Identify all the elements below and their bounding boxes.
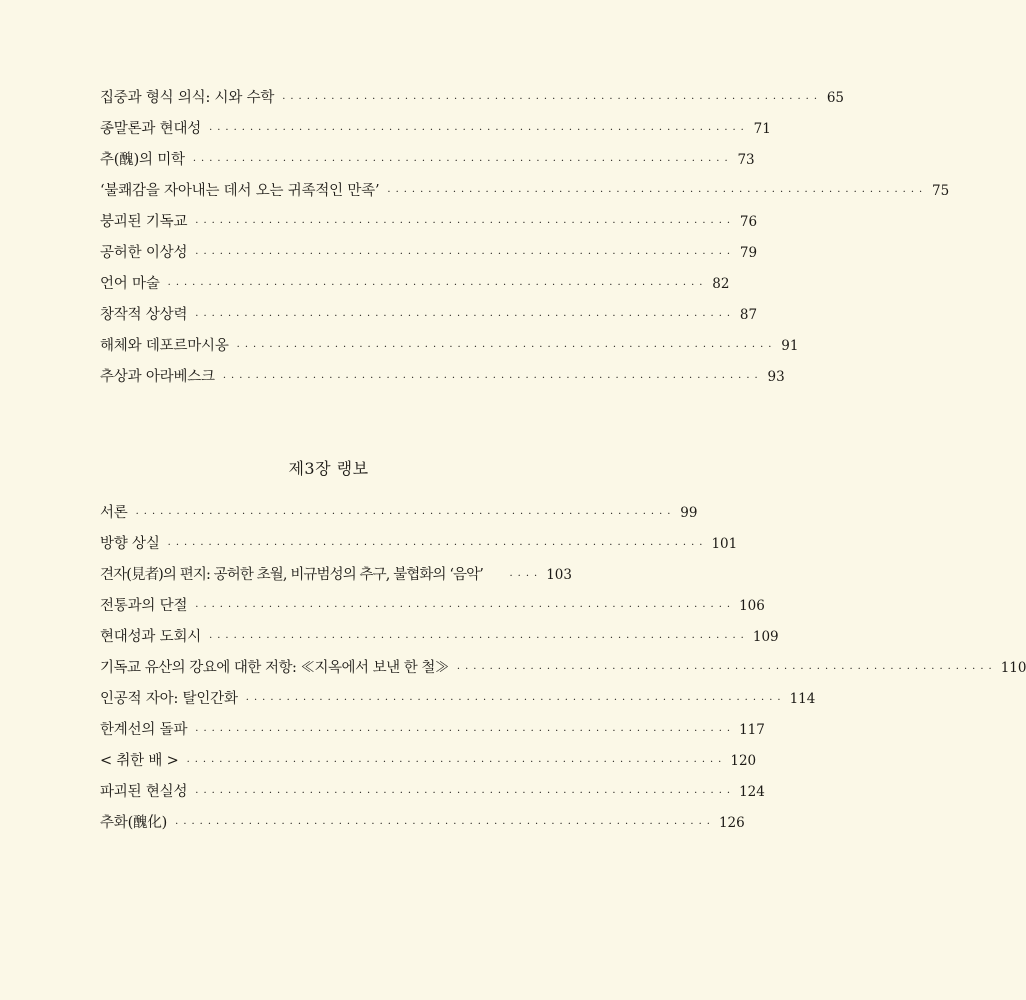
toc-entry-title: 종말론과 현대성: [100, 121, 202, 137]
toc-entry-page: 114: [789, 691, 816, 707]
toc-entry-title: 현대성과 도회시: [100, 629, 202, 645]
toc-entry[interactable]: [100, 684, 816, 715]
toc-entry[interactable]: [100, 331, 799, 362]
toc-entry-page: 82: [712, 276, 730, 292]
toc-leader-dots: ··································································: [195, 249, 736, 260]
toc-leader-dots: ··································································: [192, 156, 733, 167]
toc-entry-page: 75: [932, 183, 950, 199]
toc-entry[interactable]: [100, 238, 758, 269]
toc-entry-page: 117: [739, 722, 765, 738]
toc-entry[interactable]: [100, 560, 572, 591]
toc-leader-dots: ··································································: [195, 602, 736, 613]
toc-entry[interactable]: [100, 362, 785, 393]
toc-section-chapter3: [100, 498, 1026, 839]
toc-entry[interactable]: [100, 114, 771, 145]
toc-entry-title: 인공적 자아: 탈인간화: [100, 691, 238, 707]
toc-entry[interactable]: [100, 300, 758, 331]
toc-entry-page: 101: [711, 536, 738, 552]
toc-entry-title: 창작적 상상력: [100, 307, 188, 323]
toc-entry[interactable]: [100, 145, 755, 176]
toc-leader-dots: ··································································: [186, 757, 727, 768]
toc-entry-page: 87: [739, 307, 758, 323]
toc-entry-title: 집중과 형식 의식: 시와 수학: [100, 90, 275, 106]
toc-entry[interactable]: [100, 808, 745, 839]
toc-entry-title: 언어 마술: [100, 276, 160, 292]
toc-section-chapter2-continued: [100, 83, 950, 393]
toc-entry-page: 91: [781, 338, 799, 354]
toc-entry-page: 99: [680, 505, 698, 521]
toc-entry-page: 106: [739, 598, 765, 614]
toc-leader-dots: ··································································: [456, 664, 997, 675]
chapter-heading: 제3장 랭보: [288, 459, 369, 478]
toc-entry-title: 방향 상실: [100, 536, 160, 552]
toc-entry[interactable]: [100, 591, 765, 622]
toc-entry-page: 124: [739, 784, 765, 800]
toc-leader-dots: ··································································: [167, 540, 708, 551]
toc-leader-dots: ··································································: [175, 819, 715, 830]
toc-entry-title: 해체와 데포르마시옹: [100, 338, 229, 354]
toc-entry-title: 공허한 이상성: [100, 245, 188, 261]
toc-entry-page: 109: [752, 629, 779, 645]
toc-leader-dots: ··································································: [195, 218, 736, 229]
toc-entry-title: 서론: [100, 505, 128, 521]
toc-entry-title: 파괴된 현실성: [100, 784, 188, 800]
toc-leader-dots: ··································································: [195, 788, 736, 799]
toc-entry-page: 126: [718, 815, 745, 831]
toc-entry-title: 추화(醜化): [100, 815, 168, 831]
toc-leader-dots: ··································································: [282, 94, 822, 105]
toc-entry[interactable]: [100, 622, 779, 653]
toc-entry-title: 전통과의 단절: [100, 598, 188, 614]
toc-leader-dots: ··································································: [195, 311, 736, 322]
toc-entry-page: 120: [730, 753, 757, 769]
toc-leader-dots: ··································································: [387, 187, 928, 198]
toc-entry[interactable]: [100, 746, 757, 777]
toc-entry-page: 73: [737, 152, 755, 168]
toc-entry[interactable]: [100, 83, 844, 114]
toc-entry[interactable]: [100, 715, 765, 746]
toc-entry-title: 견자(見者)의 편지: 공허한 초월, 비규범성의 추구, 불협화의 ‘음악’: [100, 567, 483, 583]
toc-entry-title: 붕괴된 기독교: [100, 214, 188, 230]
toc-entry[interactable]: [100, 269, 730, 300]
toc-entry[interactable]: [100, 207, 758, 238]
toc-leader-dots: ··································································: [195, 726, 736, 737]
toc-leader-dots: ··································································: [245, 695, 786, 706]
toc-entry-title: 기독교 유산의 강요에 대한 저항: ≪지옥에서 보낸 한 철≫: [100, 660, 449, 676]
toc-leader-dots: ··································································: [135, 509, 676, 520]
toc-entry[interactable]: [100, 498, 698, 529]
toc-leader-dots: ··································································: [209, 125, 749, 136]
toc-entry[interactable]: [100, 653, 1026, 684]
toc-entry-page: 103: [546, 567, 572, 583]
toc-entry-page: 71: [753, 121, 771, 137]
toc-entry[interactable]: [100, 176, 950, 207]
toc-entry-page: 93: [767, 369, 785, 385]
toc-entry-page: 76: [739, 214, 758, 230]
toc-entry-page: 110: [1000, 660, 1026, 676]
toc-entry[interactable]: [100, 777, 765, 808]
toc-leader-dots: ··································································: [209, 633, 749, 644]
toc-entry[interactable]: [100, 529, 738, 560]
toc-leader-dots: ··································································: [236, 342, 777, 353]
toc-leader-dots: ··································································: [167, 280, 708, 291]
toc-entry-page: 65: [826, 90, 844, 106]
toc-entry-title: 추(醜)의 미학: [100, 152, 185, 168]
toc-entry-title: < 취한 배 >: [100, 753, 179, 769]
toc-entry-title: ‘불쾌감을 자아내는 데서 오는 귀족적인 만족’: [100, 183, 380, 199]
toc-leader-dots: ····: [509, 571, 543, 582]
toc-entry-title: 한계선의 돌파: [100, 722, 188, 738]
toc-entry-title: 추상과 아라베스크: [100, 369, 215, 385]
toc-leader-dots: ··································································: [222, 373, 763, 384]
toc-entry-page: 79: [739, 245, 758, 261]
